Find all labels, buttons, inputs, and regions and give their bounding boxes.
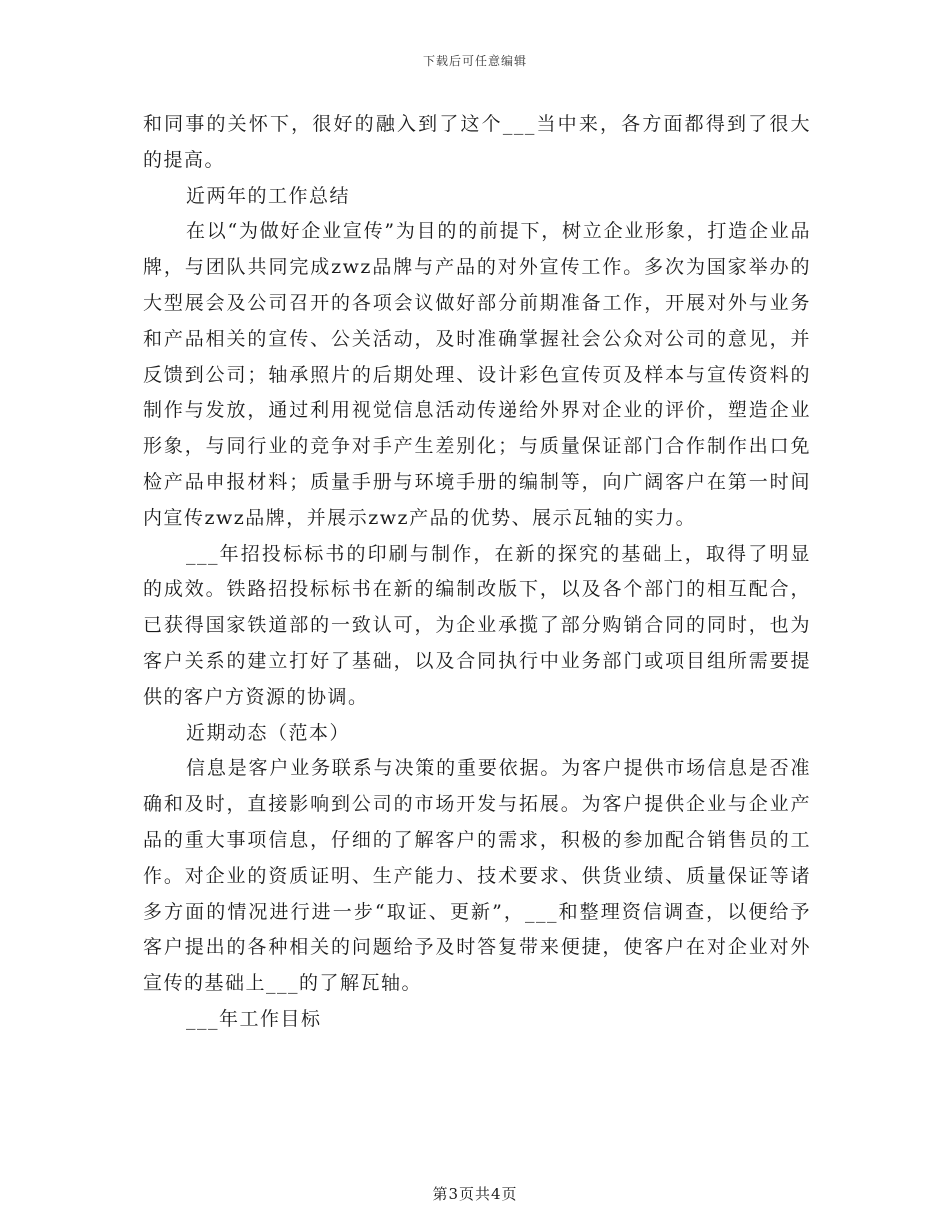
section-heading-two-year-summary: 近两年的工作总结 xyxy=(186,184,351,207)
paragraph-bidding-documents: ___年招投标标书的印刷与制作，在新的探究的基础上，取得了明显的成效。铁路招投标标书在新的编制改版下，以及各个部门的相互配合，已获得国家铁道部的一致认可，为企业承揽了部分购销合同的同时，也为客户关系的建立打好了基础，以及合同执行中业务部门或项目组所需要提供的客户方资源的协调。 xyxy=(143,542,811,708)
paragraph-publicity-work: 在以“为做好企业宣传”为目的的前提下，树立企业形象，打造企业品牌，与团队共同完成zwz品牌与产品的对外宣传工作。多次为国家举办的大型展会及公司召开的各项会议做好部分前期准备工作，开展对外与业务和产品相关的宣传、公关活动，及时准确掌握社会公众对公司的意见，并反馈到公司；轴承照片的后期处理、设计彩色宣传页及样本与宣传资料的制作与发放，通过利用视觉信息活动传递给外界对企业的评价，塑造企业形象，与同行业的竞争对手产生差别化；与质量保证部门合作制作出口免检产品申报材料；质量手册与环境手册的编制等，向广阔客户在第一时间内宣传zwz品牌，并展示zwz产品的优势、展示瓦轴的实力。 xyxy=(143,220,811,529)
page-number: 第3页共4页 xyxy=(432,1185,518,1203)
section-heading-recent-updates: 近期动态（范本） xyxy=(186,721,351,744)
document-body xyxy=(143,107,811,1038)
paragraph-customer-information: 信息是客户业务联系与决策的重要依据。为客户提供市场信息是否准确和及时，直接影响到公司的市场开发与拓展。为客户提供企业与企业产品的重大事项信息，仔细的了解客户的需求，积极的参加配合销售员的工作。对企业的资质证明、生产能力、技术要求、供货业绩、质量保证等诸多方面的情况进行进一步“取证、更新”，___和整理资信调查，以便给予客户提出的各种相关的问题给予及时答复带来便捷，使客户在对企业对外宣传的基础上___的了解瓦轴。 xyxy=(143,757,811,995)
section-heading-work-goals: ___年工作目标 xyxy=(186,1007,322,1030)
page-header: 下载后可任意编辑 xyxy=(422,54,527,68)
paragraph-continuation: 和同事的关怀下，很好的融入到了这个___当中来，各方面都得到了很大的提高。 xyxy=(143,113,811,171)
